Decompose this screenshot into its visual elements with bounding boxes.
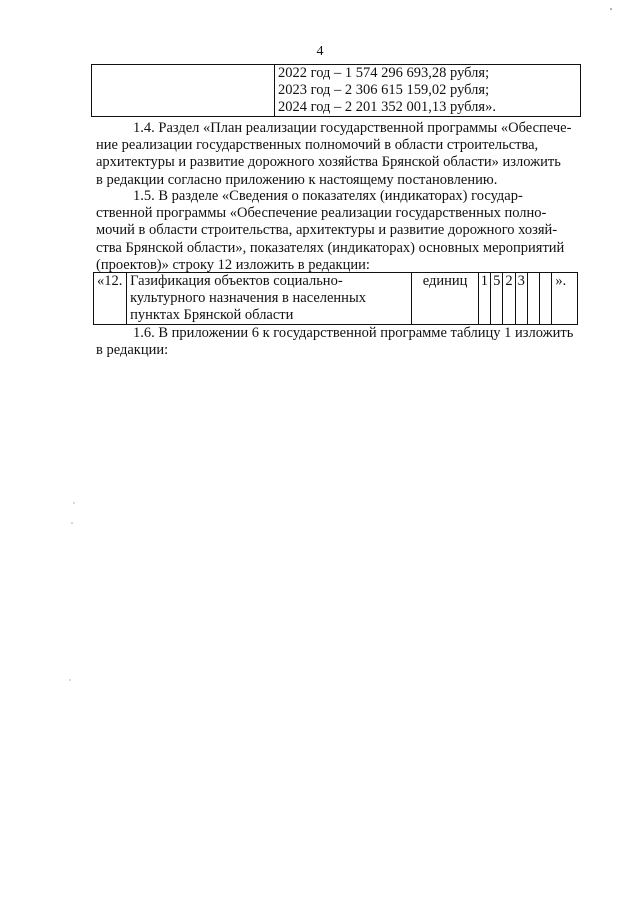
text-line: ства Брянской области», показателях (индикаторах) основных мероприятий — [96, 239, 565, 256]
indicator-name-line: Газификация объектов социально- — [130, 273, 343, 289]
closing-quote-cell: ». — [552, 273, 578, 325]
text-line: в редакции согласно приложению к настоящему постановлению. — [96, 171, 498, 188]
value-cell: 3 — [515, 273, 527, 325]
value-cell: 2 — [503, 273, 515, 325]
scan-speck — [73, 502, 74, 503]
unit-cell: единиц — [412, 273, 478, 325]
text-line: архитектуры и развитие дорожного хозяйства Брянской области» изложить — [96, 154, 561, 171]
indicator-name-line: культурного назначения в населенных — [130, 290, 366, 306]
text-line: в редакции: — [96, 342, 169, 359]
page-number: 4 — [316, 44, 324, 59]
text-line: 1.6. В приложении 6 к государственной программе таблицу 1 изложить — [133, 325, 574, 341]
text-line: мочий в области строительства, архитектуры и развитие дорожного хозяй- — [96, 222, 558, 239]
row-number-cell: «12. — [94, 273, 127, 325]
indicator-name-line: пунктах Брянской области — [130, 307, 294, 323]
funding-line-2024: 2024 год – 2 201 352 001,13 рубля». — [278, 99, 496, 115]
text-line: (проектов)» строку 12 изложить в редакции: — [96, 256, 370, 273]
funding-line-2023: 2023 год – 2 306 615 159,02 рубля; — [278, 82, 490, 98]
text-line: 1.4. Раздел «План реализации государственной программы «Обеспече- — [133, 120, 572, 136]
text-line: 1.5. В разделе «Сведения о показателях (индикаторах) государ- — [133, 188, 523, 204]
value-cell: 1 — [478, 273, 490, 325]
value-cell: 5 — [491, 273, 503, 325]
scan-speck — [69, 679, 70, 680]
funding-line-2022: 2022 год – 1 574 296 693,28 рубля; — [278, 65, 490, 81]
text-line: ственной программы «Обеспечение реализации государственных полно- — [96, 205, 547, 222]
text-line: ние реализации государственных полномочий в области строительства, — [96, 137, 539, 154]
scan-speck — [71, 522, 72, 523]
scan-speck — [610, 8, 612, 10]
